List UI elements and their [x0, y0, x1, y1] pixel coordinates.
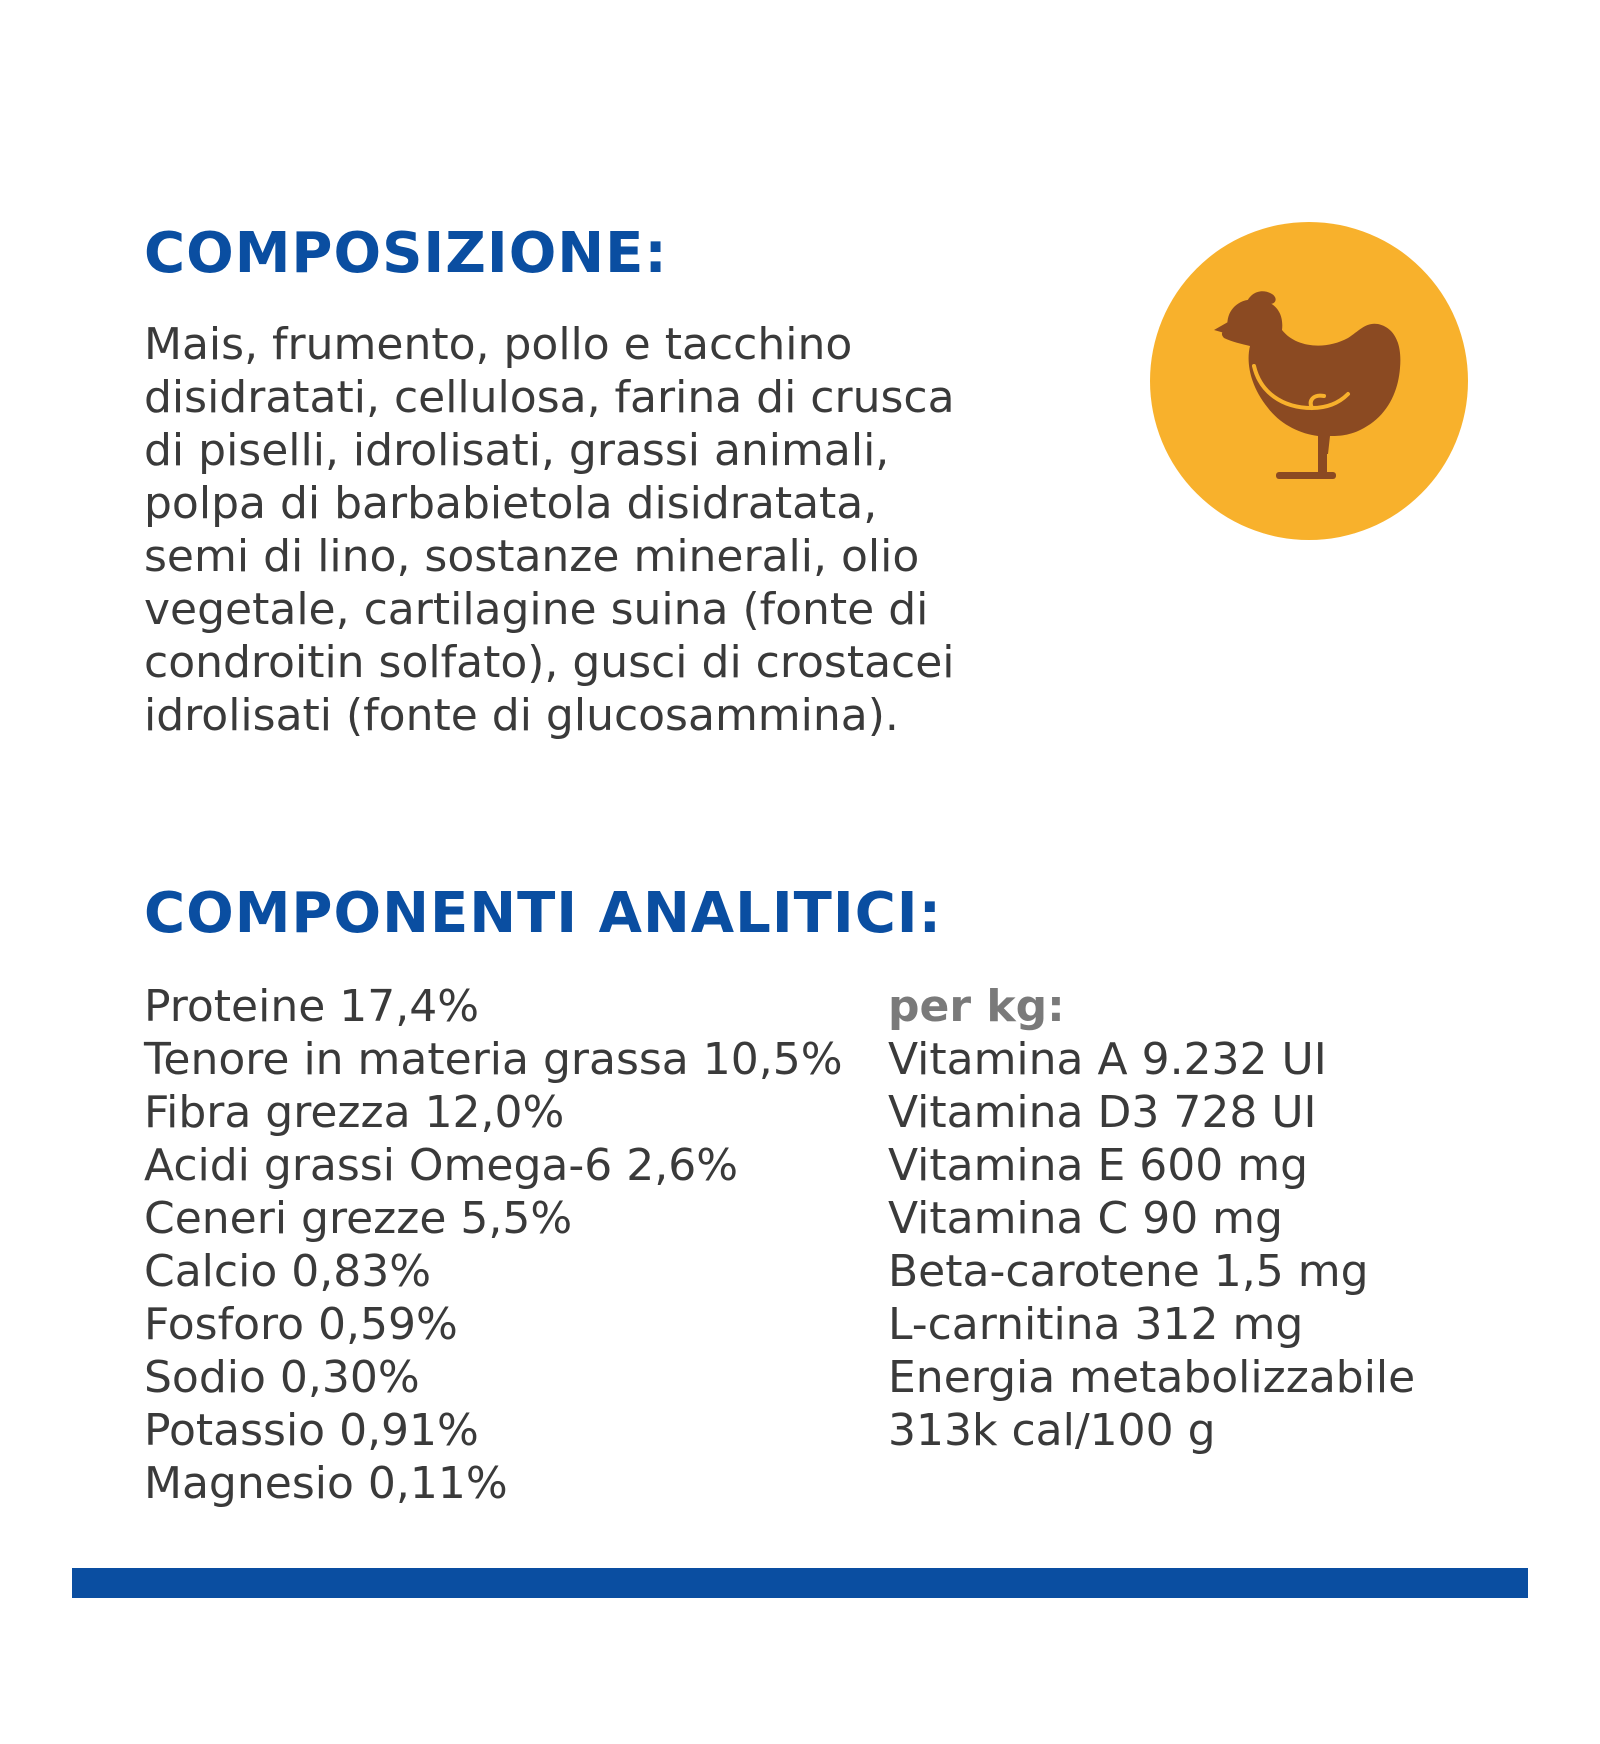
analytics-item: Fibra grezza 12,0%: [144, 1087, 565, 1138]
composition-line: semi di lino, sostanze minerali, olio: [144, 531, 920, 582]
analytics-item: Tenore in materia grassa 10,5%: [144, 1034, 843, 1085]
analytics-right-list: [888, 980, 1415, 1457]
analytics-item: Vitamina C 90 mg: [888, 1193, 1283, 1244]
analytics-item: Sodio 0,30%: [144, 1352, 420, 1403]
chicken-badge: [1150, 222, 1468, 540]
composition-line: vegetale, cartilagine suina (fonte di: [144, 584, 929, 635]
per-kg-header: per kg:: [888, 981, 1065, 1032]
analytics-left-list: [144, 980, 843, 1510]
analytics-item: Energia metabolizzabile: [888, 1352, 1416, 1403]
analytics-item: Vitamina D3 728 UI: [888, 1087, 1317, 1138]
analytics-item: Fosforo 0,59%: [144, 1299, 458, 1350]
composition-line: disidratati, cellulosa, farina di crusca: [144, 372, 955, 423]
composition-line: condroitin solfato), gusci di crostacei: [144, 637, 955, 688]
analytics-item: Potassio 0,91%: [144, 1405, 479, 1456]
analytics-item: Calcio 0,83%: [144, 1246, 432, 1297]
chicken-icon: [1150, 222, 1468, 540]
analytics-item: Magnesio 0,11%: [144, 1458, 508, 1509]
analytics-item: Ceneri grezze 5,5%: [144, 1193, 573, 1244]
composition-line: Mais, frumento, pollo e tacchino: [144, 319, 853, 370]
composition-text: [144, 318, 1104, 742]
analytics-item: Vitamina A 9.232 UI: [888, 1034, 1327, 1085]
analytics-item: Proteine 17,4%: [144, 981, 480, 1032]
analytics-item: L-carnitina 312 mg: [888, 1299, 1304, 1350]
analytics-item: Acidi grassi Omega-6 2,6%: [144, 1140, 739, 1191]
footer-divider-bar: [72, 1568, 1528, 1598]
analytics-title: COMPONENTI ANALITICI:: [144, 881, 943, 946]
analytics-item: Beta-carotene 1,5 mg: [888, 1246, 1369, 1297]
analytics-item: 313k cal/100 g: [888, 1405, 1216, 1456]
composition-line: polpa di barbabietola disidratata,: [144, 478, 878, 529]
composition-line: di piselli, idrolisati, grassi animali,: [144, 425, 890, 476]
composition-line: idrolisati (fonte di glucosammina).: [144, 690, 899, 741]
composition-title: COMPOSIZIONE:: [144, 221, 668, 286]
analytics-item: Vitamina E 600 mg: [888, 1140, 1309, 1191]
